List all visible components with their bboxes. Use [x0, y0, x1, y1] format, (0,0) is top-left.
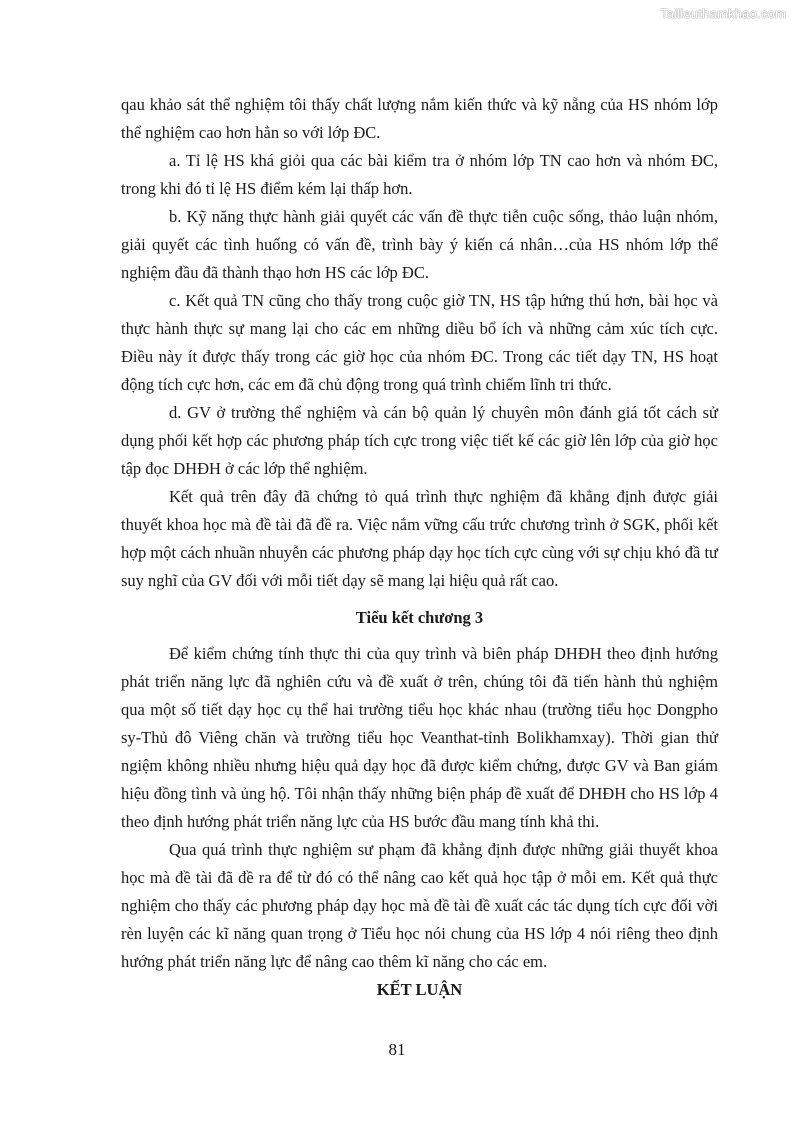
paragraph-item-b: b. Kỹ năng thực hành giải quyết các vấn đề thực tiễn cuộc sống, thảo luận nhóm, giải quyết các tình huống có vấn đề, trình bày ý kiến cá nhân…của HS nhóm lớp thể nghiệm đầu đã thành thạo hơn HS các lớp ĐC.	[121, 207, 718, 282]
paragraph-item-a: a. Tỉ lệ HS khá giỏi qua các bài kiểm tra ở nhóm lớp TN cao hơn và nhóm ĐC, trong khi đó tỉ lệ HS điểm kém lại thấp hơn.	[121, 151, 718, 198]
paragraph-result-summary: Kết quả trên đây đã chứng tỏ quá trình thực nghiệm đã khẳng định được giải thuyết khoa học mà đề tài đã đề ra. Việc nắm vững cấu trức chương trình ở SGK, phối kết hợp một cách nhuần nhuyễn các phương pháp dạy học tích cực cùng với sự chịu khó đầ tư suy nghĩ của GV đối với mỗi tiết dạy sẽ mang lại hiệu quả rất cao.	[121, 487, 718, 590]
watermark-text: Tailieuthamkhao.com	[660, 6, 786, 21]
conclusion-heading: KẾT LUẬN	[376, 980, 463, 999]
section-heading: Tiểu kết chương 3	[355, 608, 484, 627]
paragraph-item-d: d. GV ở trường thể nghiệm và cán bộ quản lý chuyên môn đánh giá tốt cách sử dụng phối kết hợp các phương pháp tích cực trong việc tiết kế các giờ lên lớp của giờ học tập đọc DHĐH ở các lớp thể nghiệm.	[121, 403, 718, 478]
paragraph-continuation: qau khảo sát thể nghiệm tôi thấy chất lượng nắm kiến thức và kỹ nẵng của HS nhóm lớp thể nghiệm cao hơn hẳn so với lớp ĐC.	[121, 95, 718, 142]
paragraph-chapter-summary-1: Để kiểm chứng tính thực thi của quy trình và biên pháp DHĐH theo định hướng phát triển năng lực đã nghiên cứu và đề xuất ở trên, chúng tôi đã tiến hành thủ nghiệm qua một số tiết dạy học cụ thể hai trường tiểu học khác nhau (trường tiểu học Dongpho sy-Thủ đô Viêng chăn và trường tiểu học Veanthat-tỉnh Bolikhamxay). Thời gian thử ngiệm không nhiều nhưng hiệu quả dạy học đã được kiểm chứng, được GV và Ban giám hiệu đồng tình và ủng hộ. Tôi nhận thấy những biện pháp đề xuất để DHĐH cho HS lớp 4 theo định hướng phát triển năng lực của HS bước đầu mang tính khả thi.	[121, 644, 718, 831]
paragraph-item-c: c. Kết quả TN cũng cho thấy trong cuộc giờ TN, HS tập hứng thú hơn, bài học và thực hành thực sự mang lại cho các em những diều bổ ích và những cảm xúc tích cực. Điều này ít được thấy trong các giờ học của nhóm ĐC. Trong các tiết dạy TN, HS hoạt động tích cực hơn, các em đã chủ động trong quá trình chiếm lĩnh tri thức.	[121, 291, 718, 394]
paragraph-chapter-summary-2: Qua quá trình thực nghiệm sư phạm đã khẳng định được những giải thuyết khoa học mà đề tài đã đề ra để từ đó có thể nâng cao kết quả học tập ở mỗi em. Kết quả thực nghiệm cho thấy các phương pháp dạy học mà đề tài đề xuất các tác dụng tích cực đối vời rèn luyện các kĩ năng quan trọng ở Tiểu học nói chung của HS lớp 4 nói riêng theo định hướng phát triển năng lực để nâng cao thêm kĩ năng cho các em.	[121, 840, 718, 971]
page-body	[121, 91, 718, 1004]
page-number: 81	[388, 1040, 406, 1059]
